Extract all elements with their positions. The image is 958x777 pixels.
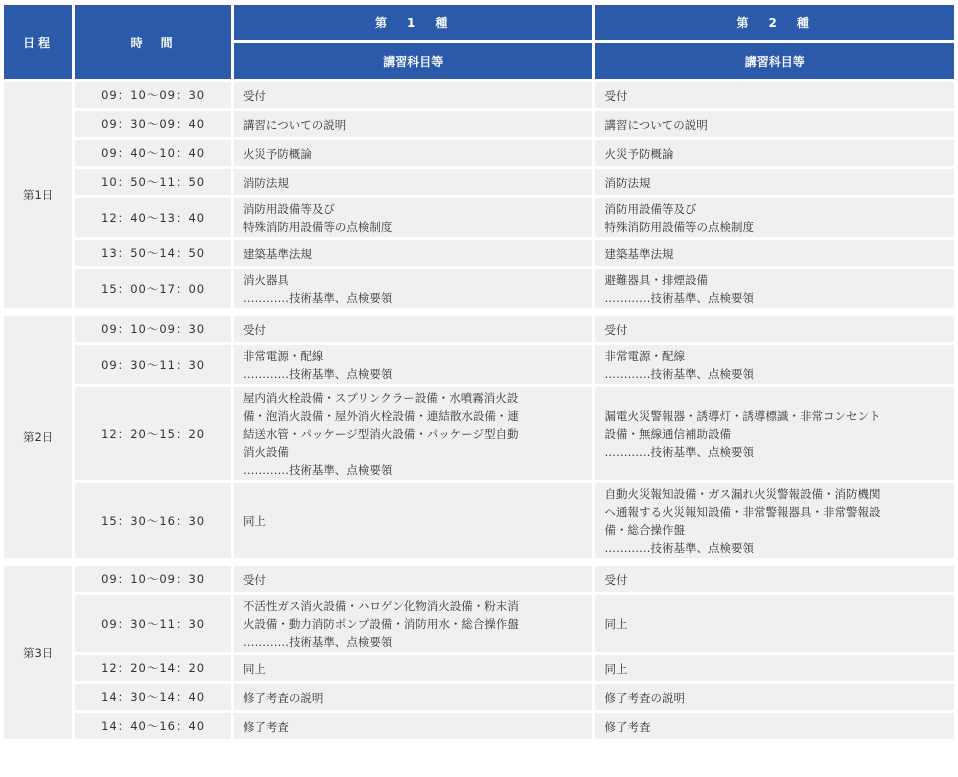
subject-type2: 同上 [595,595,954,652]
subject-type1: 受付 [234,82,593,108]
time-cell: 09：30〜09：40 [75,111,231,137]
table-row [4,82,954,108]
time-cell: 09：10〜09：30 [75,316,231,342]
subject-type1: 火災予防概論 [234,140,593,166]
subject-type1: 修了考査 [234,713,593,739]
schedule-header [4,5,954,79]
table-row [4,345,954,384]
subject-type1: 受付 [234,566,593,592]
header-type2: 第 2 種 [595,5,954,40]
subject-type1: 受付 [234,316,593,342]
table-row [4,713,954,739]
day-label: 第2日 [4,316,72,558]
subject-type1: 消防法規 [234,169,593,195]
time-cell: 09：10〜09：30 [75,566,231,592]
time-cell: 15：00〜17：00 [75,269,231,308]
time-cell: 09：40〜10：40 [75,140,231,166]
time-cell: 09：30〜11：30 [75,345,231,384]
day-label: 第3日 [4,566,72,739]
subject-type2: 建築基準法規 [595,240,954,266]
subject-type2: 修了考査 [595,713,954,739]
time-cell: 15：30〜16：30 [75,483,231,558]
subject-type2: 受付 [595,82,954,108]
day-separator-cell [4,561,954,563]
table-row [4,595,954,652]
schedule-body [4,82,954,739]
time-cell: 09：30〜11：30 [75,595,231,652]
subject-type2: 同上 [595,655,954,681]
day-separator [4,311,954,313]
table-row [4,140,954,166]
time-cell: 12：20〜15：20 [75,387,231,480]
header-time: 時 間 [75,5,231,79]
subject-type2: 漏電火災警報器・誘導灯・誘導標識・非常コンセント 設備・無線通信補助設備 …………技術基準、点検要領 [595,387,954,480]
time-cell: 09：10〜09：30 [75,82,231,108]
subject-type1: 非常電源・配線 …………技術基準、点検要領 [234,345,593,384]
subject-type2: 受付 [595,316,954,342]
header-subject1: 講習科目等 [234,43,593,79]
day-separator-cell [4,311,954,313]
table-row [4,483,954,558]
time-cell: 13：50〜14：50 [75,240,231,266]
table-row [4,240,954,266]
subject-type1: 同上 [234,483,593,558]
subject-type1: 建築基準法規 [234,240,593,266]
subject-type2: 自動火災報知設備・ガス漏れ火災警報設備・消防機関 へ通報する火災報知設備・非常警報器具・非常警報設 備・総合操作盤 …………技術基準、点検要領 [595,483,954,558]
header-type1: 第 1 種 [234,5,593,40]
time-cell: 12：20〜14：20 [75,655,231,681]
day-label: 第1日 [4,82,72,308]
subject-type2: 講習についての説明 [595,111,954,137]
time-cell: 14：40〜16：40 [75,713,231,739]
subject-type2: 火災予防概論 [595,140,954,166]
table-row [4,269,954,308]
table-row [4,198,954,237]
subject-type1: 消防用設備等及び 特殊消防用設備等の点検制度 [234,198,593,237]
subject-type1: 講習についての説明 [234,111,593,137]
table-row [4,316,954,342]
subject-type2: 非常電源・配線 …………技術基準、点検要領 [595,345,954,384]
table-row [4,111,954,137]
subject-type2: 消防用設備等及び 特殊消防用設備等の点検制度 [595,198,954,237]
subject-type2: 消防法規 [595,169,954,195]
subject-type2: 避難器具・排煙設備 …………技術基準、点検要領 [595,269,954,308]
subject-type2: 修了考査の説明 [595,684,954,710]
table-row [4,684,954,710]
table-row [4,655,954,681]
table-row [4,566,954,592]
time-cell: 14：30〜14：40 [75,684,231,710]
time-cell: 10：50〜11：50 [75,169,231,195]
subject-type1: 不活性ガス消火設備・ハロゲン化物消火設備・粉末消 火設備・動力消防ポンプ設備・消防用水・総合操作盤 …………技術基準、点検要領 [234,595,593,652]
time-cell: 12：40〜13：40 [75,198,231,237]
subject-type2: 受付 [595,566,954,592]
table-row [4,169,954,195]
subject-type1: 消火器具 …………技術基準、点検要領 [234,269,593,308]
day-separator [4,561,954,563]
table-row [4,387,954,480]
header-subject2: 講習科目等 [595,43,954,79]
subject-type1: 修了考査の説明 [234,684,593,710]
subject-type1: 屋内消火栓設備・スプリンクラー設備・水噴霧消火設 備・泡消火設備・屋外消火栓設備・連結散水設備・連 結送水管・パッケージ型消火設備・パッケージ型自動 消火設備 …………技術基準、点検要領 [234,387,593,480]
header-day: 日程 [4,5,72,79]
schedule-table [1,2,957,742]
subject-type1: 同上 [234,655,593,681]
